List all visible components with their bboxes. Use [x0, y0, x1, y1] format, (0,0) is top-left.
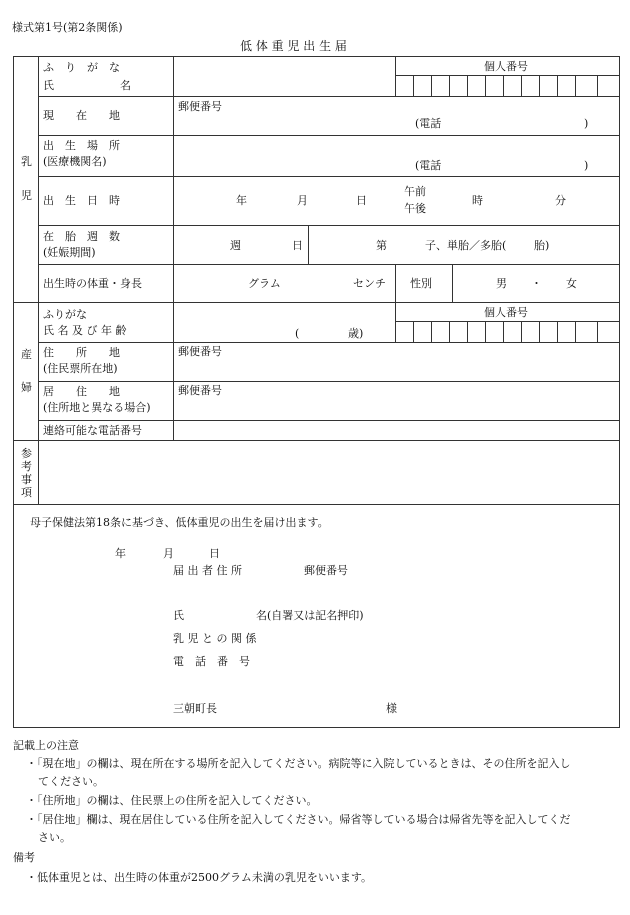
- birth-order-suffix: 子、単胎／多胎(: [425, 239, 507, 252]
- remarks-label-3: 事: [21, 473, 32, 486]
- furigana-label: ふ り が な: [43, 61, 120, 74]
- declaration-day: 日: [209, 547, 220, 560]
- mother-mynumber-field[interactable]: [396, 322, 618, 341]
- note-item-3: ・「居住地」欄は、現在居住している住所を記入してください。帰省等している場合は帰省先等を記入してくだ: [26, 813, 571, 826]
- current-address-label: 現 在 地: [43, 109, 120, 122]
- age-open: (: [295, 327, 300, 340]
- sex-male-option[interactable]: 男: [496, 277, 507, 290]
- reporter-name-label: 氏: [173, 609, 184, 622]
- mother-residence-postal-label: 郵便番号: [178, 384, 222, 397]
- centi-unit: センチ: [353, 277, 386, 290]
- birth-hour-unit: 時: [472, 194, 483, 207]
- gestation-day-unit: 日: [292, 239, 303, 252]
- remarks-label-1: 参: [21, 447, 32, 460]
- mother-name-age-label: 氏 名 及 び 年 齢: [43, 324, 127, 337]
- note-item-1-cont: てください。: [38, 775, 104, 788]
- declaration-month: 月: [163, 547, 174, 560]
- infant-phone-label: (電話: [415, 117, 442, 130]
- birth-day-unit: 日: [356, 194, 367, 207]
- age-close: 歳): [348, 327, 364, 340]
- mother-mynumber-label: 個人番号: [484, 306, 528, 319]
- remarks-label-2: 考: [21, 460, 32, 473]
- gestation-sub-label: (妊娠期間): [43, 246, 96, 259]
- mother-address-field[interactable]: [175, 343, 618, 380]
- birth-year-unit: 年: [236, 194, 247, 207]
- weight-height-label: 出生時の体重・身長: [43, 277, 142, 290]
- biko-heading: 備考: [13, 851, 35, 864]
- gestation-week-unit: 週: [230, 239, 241, 252]
- contact-phone-field[interactable]: [175, 421, 618, 439]
- reporter-name-label-2: 名(自署又は記名押印): [256, 609, 364, 622]
- birth-minute-unit: 分: [555, 194, 566, 207]
- pm-option[interactable]: 午後: [404, 202, 426, 215]
- honorific: 様: [386, 702, 397, 715]
- mother-name-field[interactable]: [175, 304, 393, 340]
- mother-residence-sub-label: (住所地と異なる場合): [43, 401, 151, 414]
- relation-label: 乳 児 と の 関 係: [173, 632, 257, 645]
- infant-name-field[interactable]: [175, 58, 393, 94]
- sex-label: 性別: [410, 277, 432, 290]
- am-option[interactable]: 午前: [404, 185, 426, 198]
- birth-count-suffix: 胎): [534, 239, 550, 252]
- biko-item: ・低体重児とは、出生時の体重が2500グラム未満の乳児をいいます。: [26, 871, 373, 884]
- birth-order-prefix: 第: [376, 239, 387, 252]
- infant-section-label-1: 乳: [21, 155, 32, 168]
- notes-heading: 記載上の注意: [13, 739, 79, 752]
- mother-furigana-label: ふりがな: [43, 308, 87, 321]
- gestation-label: 在 胎 週 数: [43, 230, 120, 243]
- gram-unit: グラム: [248, 277, 281, 290]
- sex-separator: ・: [531, 277, 542, 290]
- reporter-postal-label: 郵便番号: [304, 564, 348, 577]
- remarks-label-4: 項: [21, 486, 32, 499]
- birth-month-unit: 月: [297, 194, 308, 207]
- declaration-year: 年: [115, 547, 126, 560]
- current-address-field[interactable]: [175, 97, 618, 134]
- form-title: 低 体 重 児 出 生 届: [240, 39, 347, 53]
- mother-address-sub-label: (住民票所在地): [43, 362, 118, 375]
- remarks-field[interactable]: [40, 442, 618, 502]
- birthplace-phone-close: ): [584, 159, 589, 172]
- birthplace-field[interactable]: [175, 137, 618, 175]
- note-item-3-cont: さい。: [38, 831, 71, 844]
- infant-section-label-2: 児: [21, 189, 32, 202]
- mother-section-label-2: 婦: [21, 381, 32, 394]
- birth-datetime-label: 出 生 日 時: [43, 194, 120, 207]
- infant-mynumber-field[interactable]: [396, 76, 618, 95]
- note-item-2: ・「住所地」の欄は、住民票上の住所を記入してください。: [26, 794, 318, 807]
- infant-phone-close: ): [584, 117, 589, 130]
- birthplace-sub-label: (医療機関名): [43, 155, 107, 168]
- mother-address-label: 住 所 地: [43, 346, 120, 359]
- mother-residence-field[interactable]: [175, 382, 618, 419]
- mother-residence-label: 居 住 地: [43, 385, 120, 398]
- mother-address-postal-label: 郵便番号: [178, 345, 222, 358]
- birthplace-phone-label: (電話: [415, 159, 442, 172]
- birthplace-label: 出 生 場 所: [43, 139, 120, 152]
- mother-section-label-1: 産: [21, 348, 32, 361]
- reporter-phone-label: 電 話 番 号: [173, 655, 250, 668]
- addressee: 三朝町長: [173, 702, 217, 715]
- note-item-1: ・「現在地」の欄は、現在所在する場所を記入してください。病院等に入院しているときは、その住所を記入し: [26, 757, 571, 770]
- contact-phone-label: 連絡可能な電話番号: [43, 424, 142, 437]
- reporter-address-label: 届 出 者 住 所: [173, 564, 242, 577]
- infant-mynumber-label: 個人番号: [484, 60, 528, 73]
- form-reference: 様式第1号(第2条関係): [12, 21, 123, 34]
- infant-postal-label: 郵便番号: [178, 100, 222, 113]
- declaration-statement: 母子保健法第18条に基づき、低体重児の出生を届け出ます。: [30, 516, 329, 529]
- infant-name-label: 氏 名: [43, 79, 131, 92]
- sex-female-option[interactable]: 女: [566, 277, 577, 290]
